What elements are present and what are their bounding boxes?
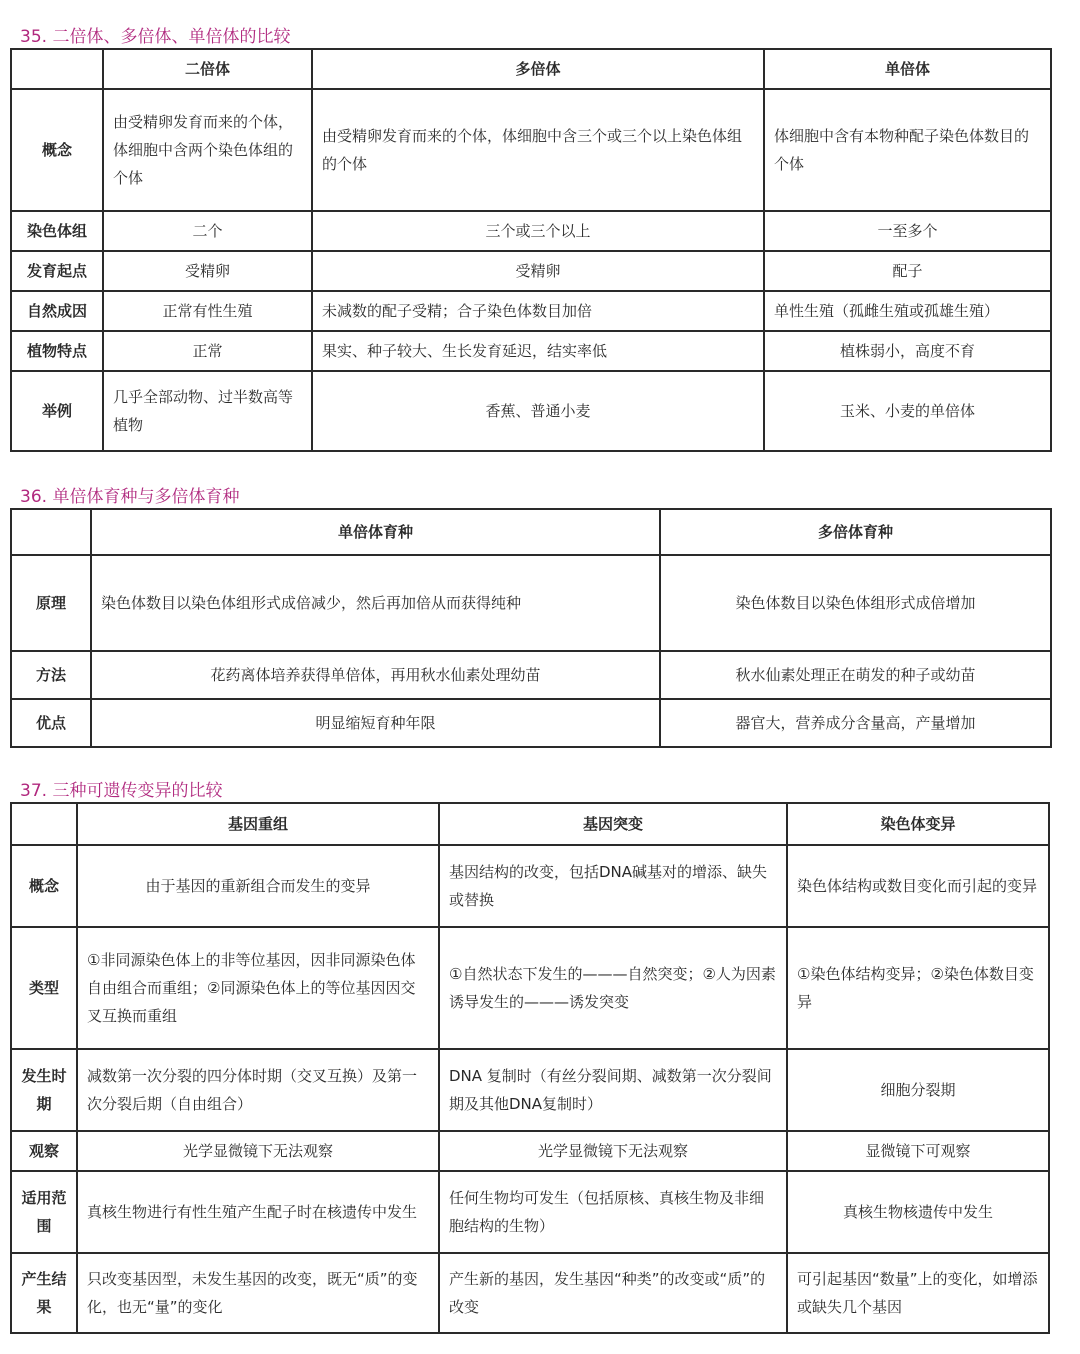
table-cell: 未减数的配子受精；合子染色体数目加倍: [312, 291, 764, 331]
table-cell: 秋水仙素处理正在萌发的种子或幼苗: [660, 651, 1051, 699]
header-haploid-breeding: 单倍体育种: [91, 509, 660, 555]
table-row: [11, 251, 1051, 291]
header-corner: [11, 509, 91, 555]
row-header: 植物特点: [11, 331, 103, 371]
table-row: [11, 699, 1051, 747]
header-corner: [11, 49, 103, 89]
table-cell: 由于基因的重新组合而发生的变异: [77, 845, 439, 927]
table-cell: 细胞分裂期: [787, 1049, 1049, 1131]
table-cell: 植株弱小，高度不育: [764, 331, 1051, 371]
row-header: 染色体组: [11, 211, 103, 251]
table-cell: 明显缩短育种年限: [91, 699, 660, 747]
table-row: [11, 331, 1051, 371]
table-header-row: [11, 803, 1049, 845]
table-cell: 真核生物核遗传中发生: [787, 1171, 1049, 1253]
row-header: 适用范围: [11, 1171, 77, 1253]
table-cell: 三个或三个以上: [312, 211, 764, 251]
row-header: 方法: [11, 651, 91, 699]
table-cell: 染色体结构或数目变化而引起的变异: [787, 845, 1049, 927]
header-polyploid: 多倍体: [312, 49, 764, 89]
row-header: 发育起点: [11, 251, 103, 291]
table-header-row: [11, 49, 1051, 89]
table-row: [11, 291, 1051, 331]
row-header: 产生结果: [11, 1253, 77, 1333]
table-cell: 正常: [103, 331, 312, 371]
row-header: 概念: [11, 845, 77, 927]
table-cell: 光学显微镜下无法观察: [77, 1131, 439, 1171]
header-diploid: 二倍体: [103, 49, 312, 89]
table-cell: 减数第一次分裂的四分体时期（交叉互换）及第一次分裂后期（自由组合）: [77, 1049, 439, 1131]
table-breeding-comparison: [10, 508, 1052, 748]
table-cell: 器官大，营养成分含量高，产量增加: [660, 699, 1051, 747]
row-header: 观察: [11, 1131, 77, 1171]
table-cell: 可引起基因“数量”上的变化，如增添或缺失几个基因: [787, 1253, 1049, 1333]
row-header: 类型: [11, 927, 77, 1049]
header-polyploid-breeding: 多倍体育种: [660, 509, 1051, 555]
table-cell: 几乎全部动物、过半数高等植物: [103, 371, 312, 451]
table-cell: 由受精卵发育而来的个体，体细胞中含三个或三个以上染色体组的个体: [312, 89, 764, 211]
header-gene-mutation: 基因突变: [439, 803, 787, 845]
row-header: 原理: [11, 555, 91, 651]
table-row: [11, 1171, 1049, 1253]
table-cell: 只改变基因型，未发生基因的改变，既无“质”的变化，也无“量”的变化: [77, 1253, 439, 1333]
table-row: [11, 371, 1051, 451]
table-variation-comparison: [10, 802, 1050, 1334]
row-header: 概念: [11, 89, 103, 211]
row-header: 自然成因: [11, 291, 103, 331]
header-gene-recombination: 基因重组: [77, 803, 439, 845]
row-header: 优点: [11, 699, 91, 747]
table-row: [11, 845, 1049, 927]
table-cell: DNA 复制时（有丝分裂间期、减数第一次分裂间期及其他DNA复制时）: [439, 1049, 787, 1131]
table-cell: 花药离体培养获得单倍体，再用秋水仙素处理幼苗: [91, 651, 660, 699]
table-cell: 配子: [764, 251, 1051, 291]
table-row: [11, 89, 1051, 211]
table-cell: 玉米、小麦的单倍体: [764, 371, 1051, 451]
row-header: 发生时期: [11, 1049, 77, 1131]
table-row: [11, 211, 1051, 251]
table-cell: 香蕉、普通小麦: [312, 371, 764, 451]
section-title-36: 36. 单倍体育种与多倍体育种: [20, 487, 240, 507]
table-cell: 由受精卵发育而来的个体，体细胞中含两个染色体组的个体: [103, 89, 312, 211]
table-cell: 正常有性生殖: [103, 291, 312, 331]
table-cell: 单性生殖（孤雌生殖或孤雄生殖）: [764, 291, 1051, 331]
section-title-37: 37. 三种可遗传变异的比较: [20, 781, 223, 801]
header-corner: [11, 803, 77, 845]
table-cell: 真核生物进行有性生殖产生配子时在核遗传中发生: [77, 1171, 439, 1253]
table-row: [11, 1253, 1049, 1333]
table-header-row: [11, 509, 1051, 555]
table-row: [11, 927, 1049, 1049]
table-cell: 显微镜下可观察: [787, 1131, 1049, 1171]
table-row: [11, 1131, 1049, 1171]
table-cell: ①非同源染色体上的非等位基因，因非同源染色体自由组合而重组；②同源染色体上的等位基因因交叉互换而重组: [77, 927, 439, 1049]
table-cell: 光学显微镜下无法观察: [439, 1131, 787, 1171]
table-cell: 受精卵: [312, 251, 764, 291]
table-cell: 染色体数目以染色体组形式成倍减少，然后再加倍从而获得纯种: [91, 555, 660, 651]
table-cell: 任何生物均可发生（包括原核、真核生物及非细胞结构的生物）: [439, 1171, 787, 1253]
table-cell: 体细胞中含有本物种配子染色体数目的个体: [764, 89, 1051, 211]
header-haploid: 单倍体: [764, 49, 1051, 89]
table-row: [11, 1049, 1049, 1131]
table-cell: 产生新的基因，发生基因“种类”的改变或“质”的改变: [439, 1253, 787, 1333]
table-row: [11, 651, 1051, 699]
table-cell: 一至多个: [764, 211, 1051, 251]
section-title-35: 35. 二倍体、多倍体、单倍体的比较: [20, 27, 291, 47]
table-cell: ①染色体结构变异；②染色体数目变异: [787, 927, 1049, 1049]
table-cell: ①自然状态下发生的———自然突变；②人为因素诱导发生的———诱发突变: [439, 927, 787, 1049]
header-chromosome-variation: 染色体变异: [787, 803, 1049, 845]
table-cell: 基因结构的改变，包括DNA碱基对的增添、缺失或替换: [439, 845, 787, 927]
row-header: 举例: [11, 371, 103, 451]
table-cell: 受精卵: [103, 251, 312, 291]
table-cell: 果实、种子较大、生长发育延迟，结实率低: [312, 331, 764, 371]
table-ploidy-comparison: [10, 48, 1052, 452]
table-cell: 二个: [103, 211, 312, 251]
table-cell: 染色体数目以染色体组形式成倍增加: [660, 555, 1051, 651]
table-row: [11, 555, 1051, 651]
